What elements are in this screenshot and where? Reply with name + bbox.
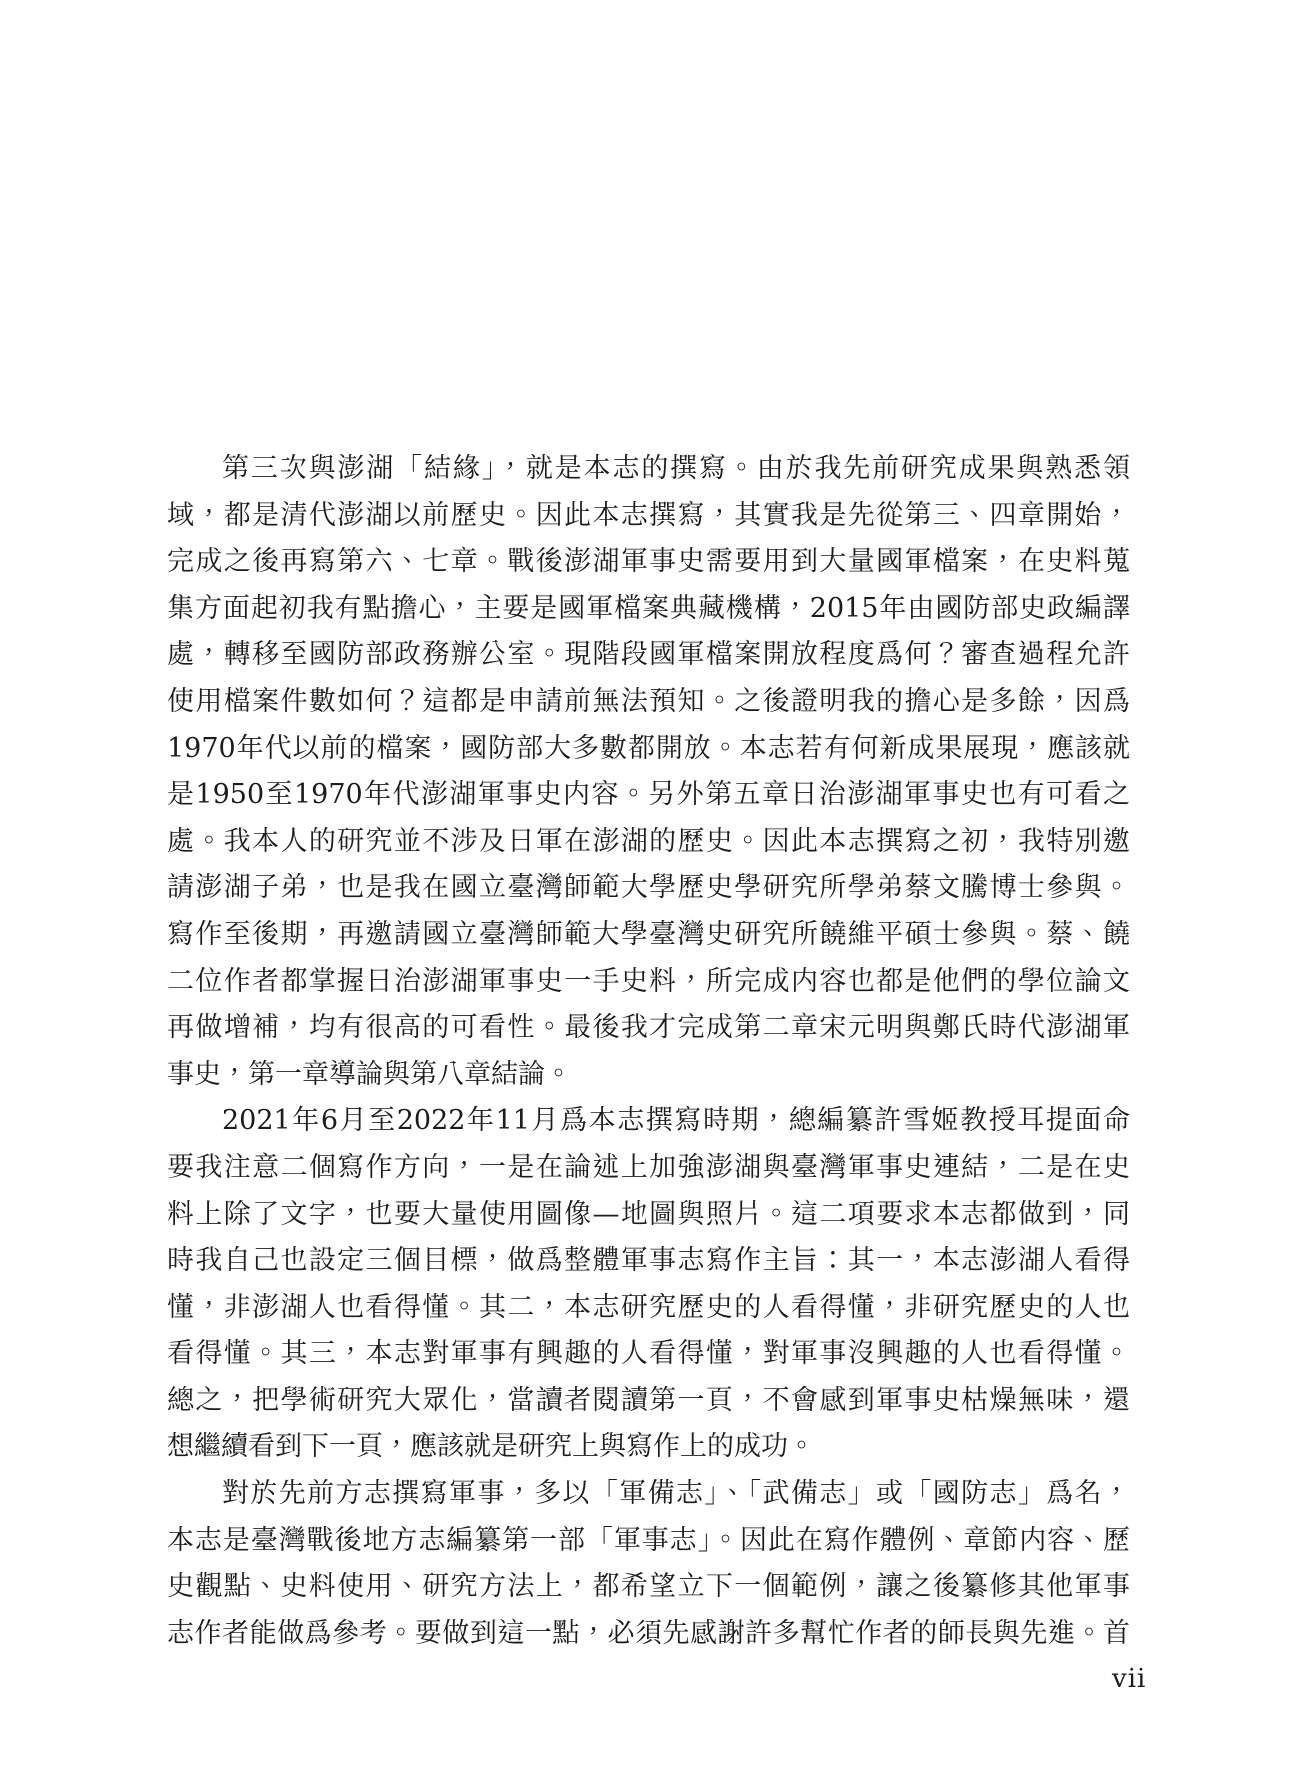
text-line: 對於先前方志撰寫軍事，多以「軍備志」、「武備志」或「國防志」爲名，	[222, 1478, 1130, 1510]
text-line: 處，轉移至國防部政務辦公室。現階段國軍檔案開放程度爲何？審查過程允許	[167, 639, 1130, 671]
text-line: 域，都是清代澎湖以前歷史。因此本志撰寫，其實我是先從第三、四章開始，	[167, 499, 1130, 531]
text-line: 是1950至1970年代澎湖軍事史内容。另外第五章日治澎湖軍事史也有可看之	[167, 779, 1130, 811]
text-line: 總之，把學術研究大眾化，當讀者閱讀第一頁，不會感到軍事史枯燥無味，還	[167, 1384, 1130, 1416]
text-line: 1970年代以前的檔案，國防部大多數都開放。本志若有何新成果展現，應該就	[167, 732, 1130, 764]
paragraph-1	[167, 446, 1130, 1098]
text-line: 史觀點、史料使用、研究方法上，都希望立下一個範例，讓之後纂修其他軍事	[167, 1571, 1130, 1603]
text-line: 要我注意二個寫作方向，一是在論述上加強澎湖與臺灣軍事史連結，二是在史	[167, 1151, 1130, 1183]
text-line: 時我自己也設定三個目標，做爲整體軍事志寫作主旨：其一，本志澎湖人看得	[167, 1245, 1130, 1277]
paragraph-3	[167, 1471, 1130, 1657]
text-line: 二位作者都掌握日治澎湖軍事史一手史料，所完成内容也都是他們的學位論文	[167, 965, 1130, 997]
page-number: vii	[1112, 1664, 1147, 1694]
text-line: 懂，非澎湖人也看得懂。其二，本志研究歷史的人看得懂，非研究歷史的人也	[167, 1291, 1130, 1323]
text-line: 事史，第一章導論與第八章結論。	[167, 1058, 572, 1090]
text-line: 看得懂。其三，本志對軍事有興趣的人看得懂，對軍事沒興趣的人也看得懂。	[167, 1338, 1130, 1370]
text-line: 志作者能做爲參考。要做到這一點，必須先感謝許多幫忙作者的師長與先進。首	[167, 1617, 1130, 1649]
text-line: 請澎湖子弟，也是我在國立臺灣師範大學歷史學研究所學弟蔡文騰博士參與。	[167, 872, 1130, 904]
text-line: 料上除了文字，也要大量使用圖像—地圖與照片。這二項要求本志都做到，同	[167, 1198, 1130, 1230]
text-line: 集方面起初我有點擔心，主要是國軍檔案典藏機構，2015年由國防部史政編譯	[167, 592, 1130, 624]
text-line: 寫作至後期，再邀請國立臺灣師範大學臺灣史研究所饒維平碩士參與。蔡、饒	[167, 918, 1130, 950]
preface-text-block	[167, 446, 1130, 1657]
text-line: 再做增補，均有很高的可看性。最後我才完成第二章宋元明與鄭氏時代澎湖軍	[167, 1012, 1130, 1044]
text-line: 使用檔案件數如何？這都是申請前無法預知。之後證明我的擔心是多餘，因爲	[167, 685, 1130, 717]
text-line: 第三次與澎湖「結緣」，就是本志的撰寫。由於我先前研究成果與熟悉領	[222, 453, 1130, 484]
text-line: 處。我本人的研究並不涉及日軍在澎湖的歷史。因此本志撰寫之初，我特別邀	[167, 825, 1130, 857]
text-line: 2021年6月至2022年11月爲本志撰寫時期，總編纂許雪姬教授耳提面命	[222, 1105, 1130, 1137]
text-line: 想繼續看到下一頁，應該就是研究上與寫作上的成功。	[167, 1431, 815, 1463]
paragraph-2	[167, 1098, 1130, 1471]
text-line: 本志是臺灣戰後地方志編纂第一部「軍事志」。因此在寫作體例、章節内容、歷	[167, 1524, 1130, 1556]
text-line: 完成之後再寫第六、七章。戰後澎湖軍事史需要用到大量國軍檔案，在史料蒐	[167, 546, 1130, 578]
